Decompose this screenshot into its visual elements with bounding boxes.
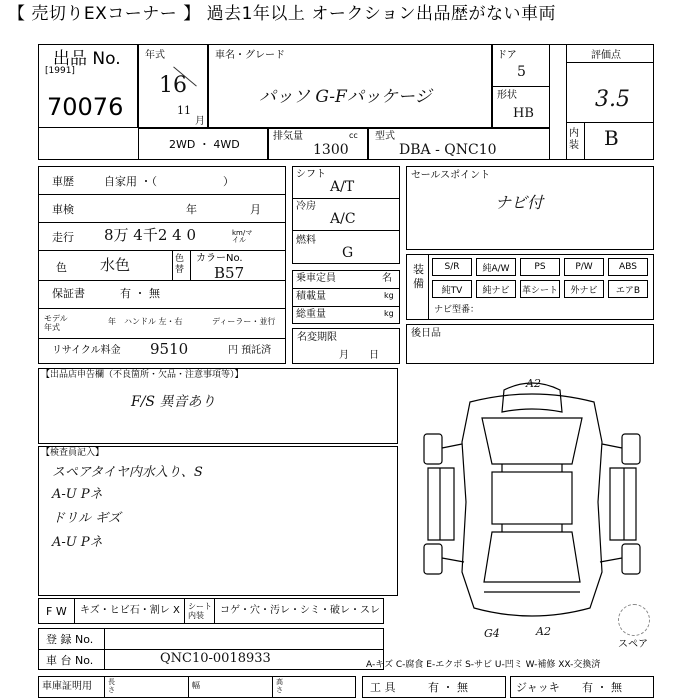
- history-line-3: [38, 250, 286, 251]
- spare-label: スペア: [618, 639, 648, 650]
- chassis-value: QNC10-0018933: [160, 651, 271, 666]
- drive-box: [138, 128, 268, 160]
- namechange-unit: 月 日: [339, 350, 379, 361]
- fuel-label: 燃料: [296, 235, 316, 246]
- diagram-mark-bottom-left: G4: [484, 627, 500, 640]
- car-diagram: [410, 372, 654, 634]
- postfix-label: 後日品: [411, 328, 441, 339]
- report-text: F/S 異音あり: [131, 394, 216, 410]
- fw-divider-3: [214, 598, 215, 624]
- color-no: B57: [214, 264, 245, 282]
- equipment-item: P/W: [564, 258, 604, 276]
- score-divider: [566, 62, 654, 63]
- usage-value: 自家用 ・（ ）: [104, 175, 234, 188]
- ac-value: A/C: [330, 211, 356, 227]
- model-label: 型式: [375, 131, 395, 142]
- equipment-item: 純TV: [432, 280, 472, 298]
- year-box: [138, 44, 208, 128]
- load-label: 積載量: [296, 291, 326, 302]
- inspection-label: 車検: [52, 203, 74, 216]
- fw-label: F W: [46, 605, 67, 618]
- recycle-label: リサイクル料金: [52, 345, 121, 356]
- score-value: 3.5: [595, 87, 630, 112]
- reg-vdivider: [104, 628, 105, 670]
- gross-unit: kg: [384, 309, 394, 318]
- doors-label: ドア: [497, 50, 517, 61]
- interior-vdivider: [584, 122, 585, 160]
- name-label: 車名・グレード: [215, 50, 285, 61]
- jack-label: ジャッキ: [516, 681, 560, 694]
- namechange-label: 名変期限: [297, 332, 337, 343]
- drive-value: 2WD ・ 4WD: [169, 138, 240, 151]
- model-value: DBA - QNC10: [399, 142, 497, 158]
- seat-label: シート内装: [188, 602, 212, 620]
- equipment-item: ABS: [608, 258, 648, 276]
- inspector-note: スペアタイヤ内水入り、S: [52, 465, 203, 480]
- ac-label: 冷房: [296, 201, 316, 212]
- color-divider-2: [190, 250, 191, 280]
- model-year-unit: 年: [108, 317, 116, 326]
- diagram-mark-bottom-right: A2: [536, 625, 551, 638]
- navi-label: ナビ型番：: [434, 305, 480, 315]
- equipment-divider: [428, 254, 429, 320]
- mileage-value: 8万 4千2 4 0: [104, 226, 197, 244]
- equipment-item: S/R: [432, 258, 472, 276]
- mileage-label: 走行: [52, 231, 74, 244]
- cert-divider-3: [272, 676, 273, 698]
- recycle-value: 9510: [150, 340, 189, 358]
- spare-icon: [618, 604, 650, 636]
- sales-point-label: セールスポイント: [411, 170, 491, 181]
- lot-number: 70076: [47, 93, 124, 121]
- name-value: パッソ G-Fパッケージ: [259, 87, 432, 107]
- fw-text: キズ・ヒビ石・割レ X: [80, 605, 180, 616]
- shift-value: A/T: [330, 179, 355, 195]
- inspection-month: 月: [250, 203, 261, 216]
- doors-divider: [492, 86, 550, 87]
- lot-label: 出品 No.: [53, 49, 121, 69]
- history-line-1: [38, 194, 286, 195]
- cert-col-height: 高さ: [276, 678, 283, 694]
- inspector-note: A-U Pネ: [52, 535, 103, 550]
- interior-divider: [566, 122, 654, 123]
- warranty-label: 保証書: [52, 287, 85, 300]
- color-label: 色: [56, 261, 67, 274]
- shift-label: シフト: [296, 169, 326, 180]
- model-year-label: モデル年式: [44, 314, 68, 332]
- cert-col-length: 長さ: [108, 678, 115, 694]
- year-label: 年式: [145, 50, 165, 61]
- tools-value: 有 ・ 無: [428, 681, 468, 694]
- fw-divider-2: [184, 598, 185, 624]
- dealer-label: ディーラー・並行: [212, 317, 276, 326]
- gross-label: 総重量: [296, 309, 326, 320]
- fw-divider-1: [74, 598, 75, 624]
- mileage-unit: km/マイル: [232, 229, 253, 244]
- equipment-item: PS: [520, 258, 560, 276]
- handle-label: ハンドル 左・右: [124, 317, 183, 326]
- usage-label: 車歴: [52, 175, 74, 188]
- equipment-item: 純ナビ: [476, 280, 516, 298]
- cert-divider-1: [104, 676, 105, 698]
- mid-line-1: [292, 198, 400, 199]
- shape-label: 形状: [497, 90, 517, 101]
- equipment-label: 装備: [413, 263, 424, 290]
- month-unit: 月: [195, 116, 205, 127]
- equipment-item: 純A/W: [476, 258, 516, 276]
- score-label: 評価点: [591, 50, 621, 61]
- mid-line-2: [292, 230, 400, 231]
- postfix-box: [406, 324, 654, 364]
- load-unit: kg: [384, 291, 394, 300]
- cert-divider-2: [188, 676, 189, 698]
- interior-value: B: [604, 126, 619, 150]
- warranty-value: 有 ・ 無: [120, 287, 160, 300]
- displacement-value: 1300: [313, 142, 349, 158]
- color-no-label: カラーNo.: [196, 253, 243, 264]
- report-box: [38, 368, 398, 444]
- cap-line-1: [292, 288, 400, 289]
- cap-line-2: [292, 306, 400, 307]
- doors-value: 5: [517, 64, 526, 80]
- history-line-4: [38, 280, 286, 281]
- recycle-unit: 円 預託済: [228, 345, 272, 356]
- inspector-note: ドリル ギズ: [52, 511, 121, 526]
- namechange-box: [292, 328, 400, 364]
- sales-point-value: ナビ付: [495, 193, 544, 212]
- inspector-label: 【検査員記入】: [41, 448, 105, 458]
- fuel-value: G: [342, 245, 354, 261]
- jack-value: 有 ・ 無: [582, 681, 622, 694]
- year-value: 16: [159, 73, 187, 98]
- displacement-box: [268, 128, 368, 160]
- interior-label: 内装: [569, 128, 579, 151]
- color-value: 水色: [100, 256, 131, 274]
- color-divider-1: [172, 250, 173, 280]
- model-box: [368, 128, 550, 160]
- diagram-mark-top: A2: [526, 377, 541, 390]
- shape-value: HB: [513, 106, 534, 121]
- inspector-note: A-U Pネ: [52, 487, 103, 502]
- month-value: 11: [177, 104, 191, 117]
- history-line-5: [38, 308, 286, 309]
- lot-code: [1991]: [45, 66, 75, 76]
- displacement-unit: cc: [349, 131, 358, 140]
- capacity-label: 乗車定員: [296, 273, 336, 284]
- inspection-year: 年: [186, 203, 197, 216]
- chassis-label: 車 台 No.: [46, 654, 94, 667]
- reg-divider: [38, 649, 384, 650]
- tools-label: 工 具: [370, 681, 396, 694]
- equipment-item: 革シート: [520, 280, 560, 298]
- lot-box: [38, 44, 138, 128]
- seat-text: コゲ・穴・汚レ・シミ・破レ・スレ: [220, 605, 380, 616]
- report-label: 【出品店申告欄（不良箇所・欠品・注意事項等）】: [41, 370, 244, 380]
- cert-label: 車庫証明用: [42, 681, 92, 692]
- reg-label: 登 録 No.: [46, 633, 94, 646]
- displacement-label: 排気量: [273, 131, 303, 142]
- equipment-item: 外ナビ: [564, 280, 604, 298]
- history-block: [38, 166, 286, 364]
- sales-point-box: [406, 166, 654, 250]
- equipment-item: エアB: [608, 280, 648, 298]
- banner-title: 【 売切りEXコーナー 】 過去1年以上 オークション出品歴がない車両: [8, 4, 556, 24]
- name-box: [208, 44, 492, 128]
- history-line-6: [38, 338, 286, 339]
- history-line-2: [38, 222, 286, 223]
- color-change-label: 色替: [175, 254, 185, 275]
- cert-col-width: 幅: [192, 681, 200, 690]
- capacity-unit: 名: [382, 273, 392, 284]
- damage-key: A-キズ C-腐食 E-エクボ S-サビ U-凹ミ W-補修 XX-交換済: [366, 660, 601, 670]
